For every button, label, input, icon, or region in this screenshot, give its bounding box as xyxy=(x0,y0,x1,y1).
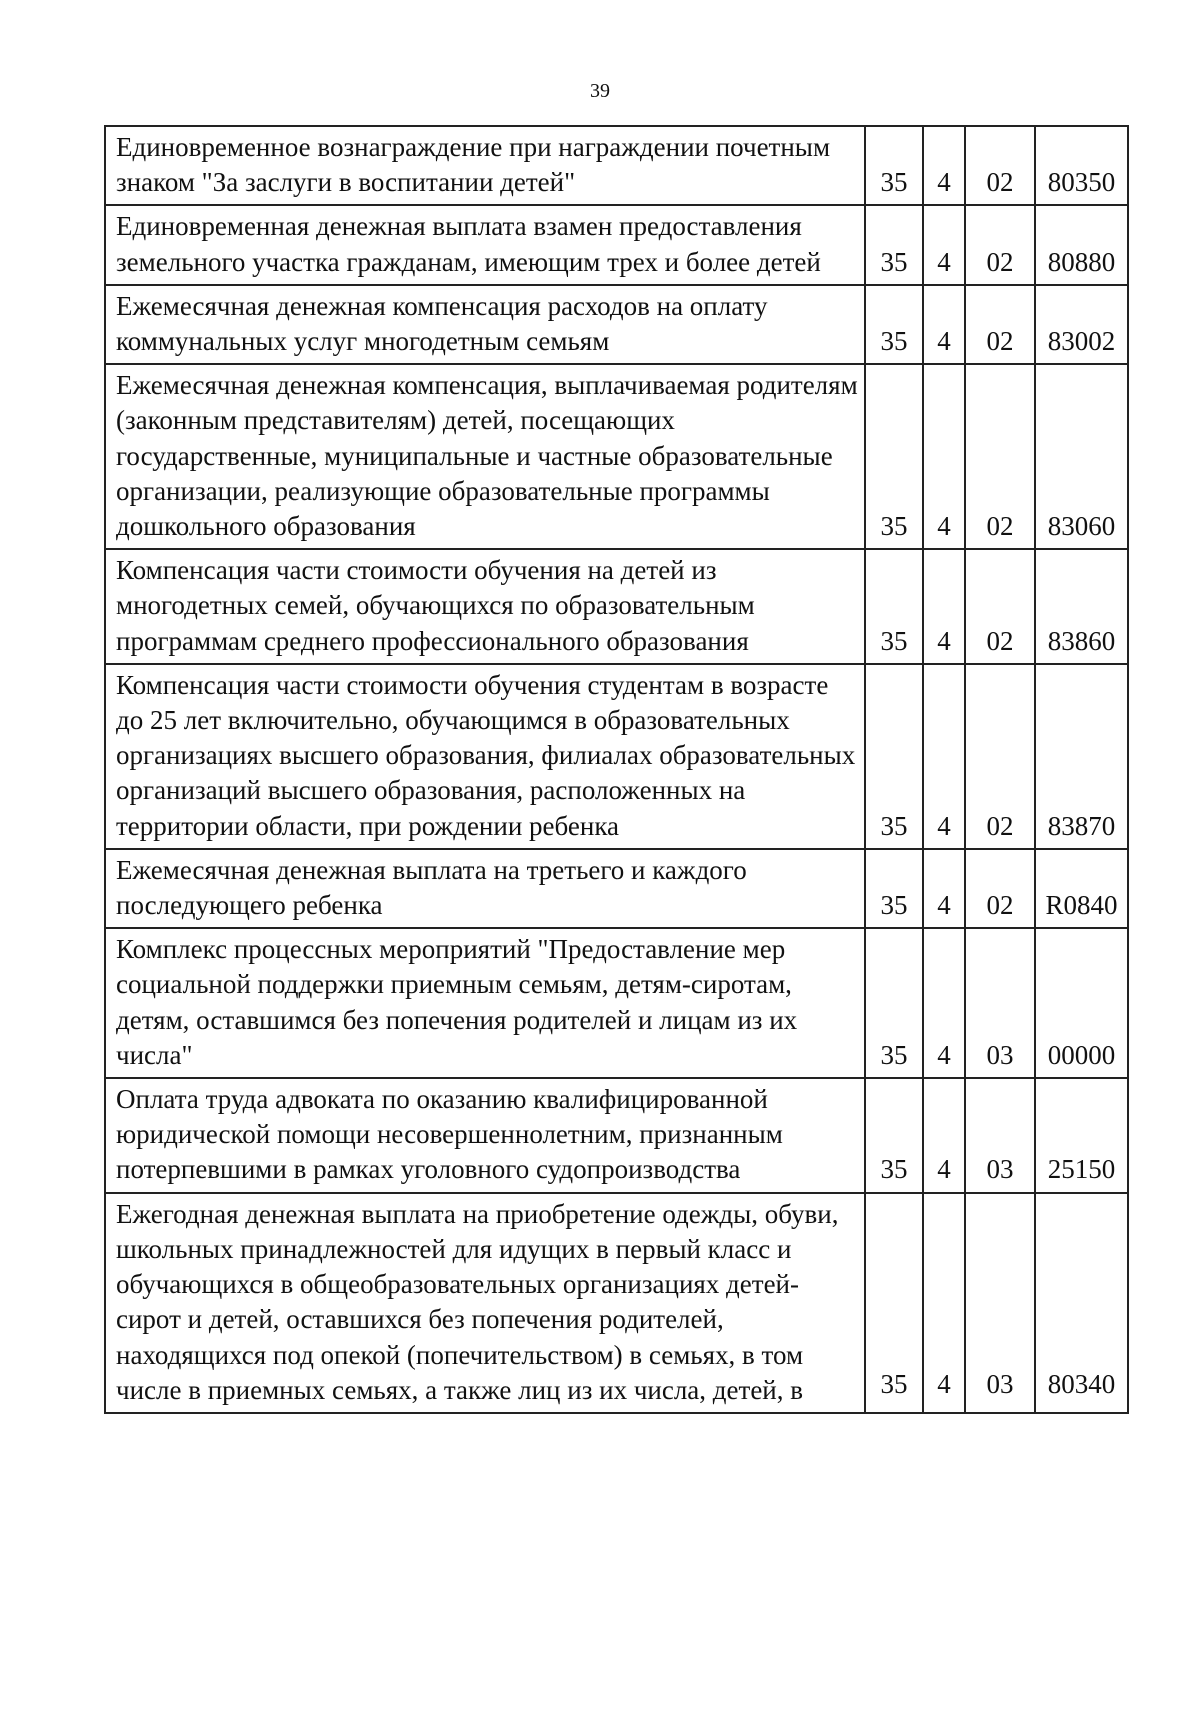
program-code-cell: 35 xyxy=(865,126,923,205)
row-description: Компенсация части стоимости обучения на детей из многодетных семей, обучающихся по образовательным программам среднего профессионального образования xyxy=(105,549,865,664)
program-code-cell: 35 xyxy=(865,1078,923,1193)
subprogram-code-cell: 4 xyxy=(923,849,965,928)
subprogram-code-cell: 4 xyxy=(923,549,965,664)
table-row xyxy=(105,205,1128,284)
subprogram-code-cell: 4 xyxy=(923,1078,965,1193)
event-code-cell: 02 xyxy=(965,664,1035,849)
direction-code-cell: 00000 xyxy=(1035,928,1128,1078)
program-code-cell: 35 xyxy=(865,928,923,1078)
event-code-cell: 03 xyxy=(965,1078,1035,1193)
table-row xyxy=(105,849,1128,928)
table-row xyxy=(105,664,1128,849)
program-code-cell: 35 xyxy=(865,205,923,284)
page-number: 39 xyxy=(590,80,610,102)
row-description: Единовременное вознаграждение при награждении почетным знаком "За заслуги в воспитании детей" xyxy=(105,126,865,205)
table-row xyxy=(105,1193,1128,1413)
subprogram-code-cell: 4 xyxy=(923,285,965,364)
subprogram-code-cell: 4 xyxy=(923,364,965,549)
direction-code-cell: 83870 xyxy=(1035,664,1128,849)
direction-code-cell: 80880 xyxy=(1035,205,1128,284)
program-code-cell: 35 xyxy=(865,664,923,849)
event-code-cell: 03 xyxy=(965,928,1035,1078)
table-row xyxy=(105,928,1128,1078)
program-code-cell: 35 xyxy=(865,364,923,549)
program-code-cell: 35 xyxy=(865,549,923,664)
row-description: Ежемесячная денежная компенсация расходов на оплату коммунальных услуг многодетным семьям xyxy=(105,285,865,364)
table-row xyxy=(105,364,1128,549)
event-code-cell: 02 xyxy=(965,285,1035,364)
direction-code-cell: R0840 xyxy=(1035,849,1128,928)
table-row xyxy=(105,126,1128,205)
event-code-cell: 03 xyxy=(965,1193,1035,1413)
event-code-cell: 02 xyxy=(965,849,1035,928)
subprogram-code-cell: 4 xyxy=(923,928,965,1078)
event-code-cell: 02 xyxy=(965,126,1035,205)
table-row xyxy=(105,1078,1128,1193)
row-description: Компенсация части стоимости обучения студентам в возрасте до 25 лет включительно, обучающимся в образовательных организациях высшего образования, филиалах образовательных организаций высшего образования, расположенных на территории области, при рождении ребенка xyxy=(105,664,865,849)
subprogram-code-cell: 4 xyxy=(923,126,965,205)
event-code-cell: 02 xyxy=(965,205,1035,284)
budget-classification-table xyxy=(104,125,1129,1414)
event-code-cell: 02 xyxy=(965,364,1035,549)
program-code-cell: 35 xyxy=(865,849,923,928)
direction-code-cell: 80340 xyxy=(1035,1193,1128,1413)
direction-code-cell: 83860 xyxy=(1035,549,1128,664)
subprogram-code-cell: 4 xyxy=(923,205,965,284)
row-description: Оплата труда адвоката по оказанию квалифицированной юридической помощи несовершеннолетним, признанным потерпевшими в рамках уголовного судопроизводства xyxy=(105,1078,865,1193)
row-description: Единовременная денежная выплата взамен предоставления земельного участка гражданам, имеющим трех и более детей xyxy=(105,205,865,284)
direction-code-cell: 83060 xyxy=(1035,364,1128,549)
row-description: Ежемесячная денежная компенсация, выплачиваемая родителям (законным представителям) детей, посещающих государственные, муниципальные и частные образовательные организации, реализующие образовательные программы дошкольного образования xyxy=(105,364,865,549)
subprogram-code-cell: 4 xyxy=(923,664,965,849)
program-code-cell: 35 xyxy=(865,1193,923,1413)
direction-code-cell: 80350 xyxy=(1035,126,1128,205)
row-description: Ежегодная денежная выплата на приобретение одежды, обуви, школьных принадлежностей для идущих в первый класс и обучающихся в общеобразовательных организациях детей-сирот и детей, оставшихся без попечения родителей, находящихся под опекой (попечительством) в семьях, в том числе в приемных семьях, а также лиц из их числа, детей, в xyxy=(105,1193,865,1413)
direction-code-cell: 25150 xyxy=(1035,1078,1128,1193)
table-row xyxy=(105,549,1128,664)
row-description: Комплекс процессных мероприятий "Предоставление мер социальной поддержки приемным семьям, детям-сиротам, детям, оставшимся без попечения родителей и лицам из их числа" xyxy=(105,928,865,1078)
event-code-cell: 02 xyxy=(965,549,1035,664)
program-code-cell: 35 xyxy=(865,285,923,364)
direction-code-cell: 83002 xyxy=(1035,285,1128,364)
table-row xyxy=(105,285,1128,364)
subprogram-code-cell: 4 xyxy=(923,1193,965,1413)
row-description: Ежемесячная денежная выплата на третьего и каждого последующего ребенка xyxy=(105,849,865,928)
